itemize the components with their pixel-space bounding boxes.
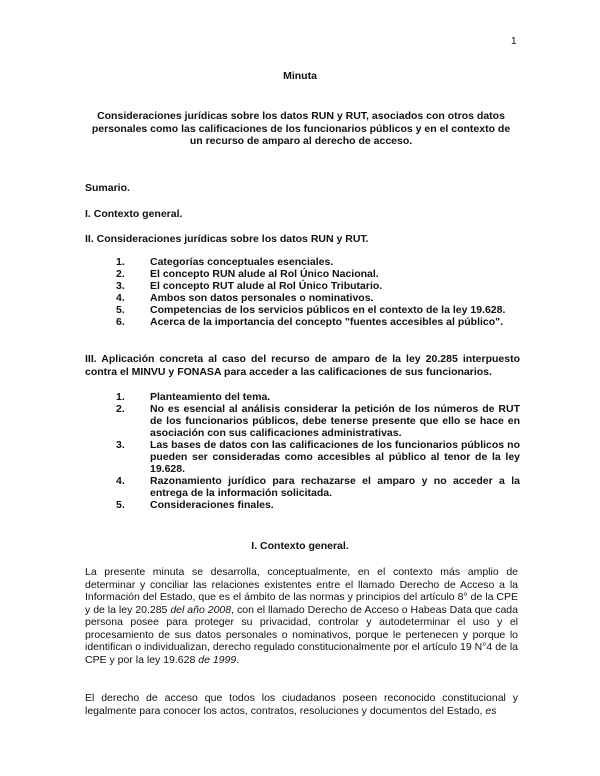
list-item-text: Las bases de datos con las calificaciones de los funcionarios públicos no pueden ser consideradas como accesibles al público al tenor de la ley 19.628.: [150, 439, 520, 475]
list-item-text: El concepto RUN alude al Rol Único Nacional.: [150, 268, 379, 280]
list-item-number: 5.: [116, 304, 125, 316]
paragraph-italic-text: de 1999: [198, 653, 237, 666]
list-item-text: Ambos son datos personales o nominativos.: [150, 292, 374, 304]
list-item: [85, 499, 520, 511]
list-item-number: 5.: [116, 499, 125, 511]
list-item-number: 3.: [116, 439, 125, 451]
paragraph-text: .: [236, 653, 240, 666]
list-item: [85, 280, 520, 292]
list-item: [85, 268, 520, 280]
list-item-text: Categorías conceptuales esenciales.: [150, 256, 334, 268]
list-item-text: No es esencial al análisis considerar la petición de los números de RUT de los funcionarios públicos, debe tenerse presente que ello se hace en asociación con sus calificaciones administrativas.: [150, 403, 520, 439]
list-item-number: 2.: [116, 403, 125, 415]
list-item: [85, 391, 520, 403]
list-item-number: 4.: [116, 292, 125, 304]
list-item-number: 6.: [116, 316, 125, 328]
document-title: Minuta: [283, 70, 317, 82]
section-2-list: [85, 256, 520, 328]
summary-section-3: III. Aplicación concreta al caso del recurso de amparo de la ley 20.285 interpuesto contra el MINVU y FONASA para acceder a las calificaciones de sus funcionarios.: [85, 353, 520, 378]
document-subtitle: Consideraciones jurídicas sobre los datos RUN y RUT, asociados con otros datos personales como las calificaciones de los funcionarios públicos y en el contexto de un recurso de amparo al derecho de acceso.: [91, 110, 511, 147]
list-item-text: Acerca de la importancia del concepto "fuentes accesibles al público".: [150, 316, 504, 328]
paragraph-text: El derecho de acceso que todos los ciudadanos poseen reconocido constitucional y legalmente para conocer los actos, contratos, resoluciones y documentos del Estado,: [85, 692, 518, 717]
paragraph-italic-text: es: [485, 704, 497, 717]
list-item: [85, 475, 520, 499]
list-item-number: 1.: [116, 256, 125, 268]
list-item: [85, 316, 520, 328]
list-item-number: 4.: [116, 475, 125, 487]
list-item-number: 3.: [116, 280, 125, 292]
body-paragraph-1: [85, 566, 518, 666]
page-number: 1: [511, 36, 517, 47]
list-item: [85, 403, 520, 439]
list-item: [85, 292, 520, 304]
list-item-number: 1.: [116, 391, 125, 403]
body-section-title: I. Contexto general.: [251, 540, 349, 552]
paragraph-text: La presente minuta se desarrolla, conceptualmente, en el contexto más amplio de determinar y conciliar las relaciones existentes entre el llamado Derecho de Acceso a la Información del Estado, que es el ámbito de las normas y principios del artículo 8° de la CPE y de la ley 20.285: [85, 566, 518, 616]
paragraph-italic-text: del año 2008: [170, 603, 232, 616]
list-item-text: Razonamiento jurídico para rechazarse el amparo y no acceder a la entrega de la información solicitada.: [150, 475, 520, 499]
section-3-list: [85, 391, 520, 511]
summary-section-2: II. Consideraciones jurídicas sobre los datos RUN y RUT.: [85, 233, 369, 245]
list-item: [85, 256, 520, 268]
body-paragraph-2: [85, 692, 518, 717]
list-item-text: Consideraciones finales.: [150, 499, 274, 511]
sumario-heading: Sumario.: [85, 182, 130, 194]
summary-section-1: I. Contexto general.: [85, 208, 183, 220]
list-item-number: 2.: [116, 268, 125, 280]
list-item-text: Planteamiento del tema.: [150, 391, 271, 403]
list-item-text: Competencias de los servicios públicos en el contexto de la ley 19.628.: [150, 304, 506, 316]
paragraph-text: , con el llamado Derecho de Acceso o Habeas Data que cada persona posee para proteger su privacidad, controlar y autodeterminar el uso y el procesamiento de sus datos personales o nominativos, porque le pertenecen y porque lo identifican o individualizan, derecho regulado constitucionalmente por el artículo 19 N°4 de la CPE y por la ley 19.628: [85, 603, 518, 666]
list-item: [85, 304, 520, 316]
list-item: [85, 439, 520, 475]
list-item-text: El concepto RUT alude al Rol Único Tributario.: [150, 280, 383, 292]
